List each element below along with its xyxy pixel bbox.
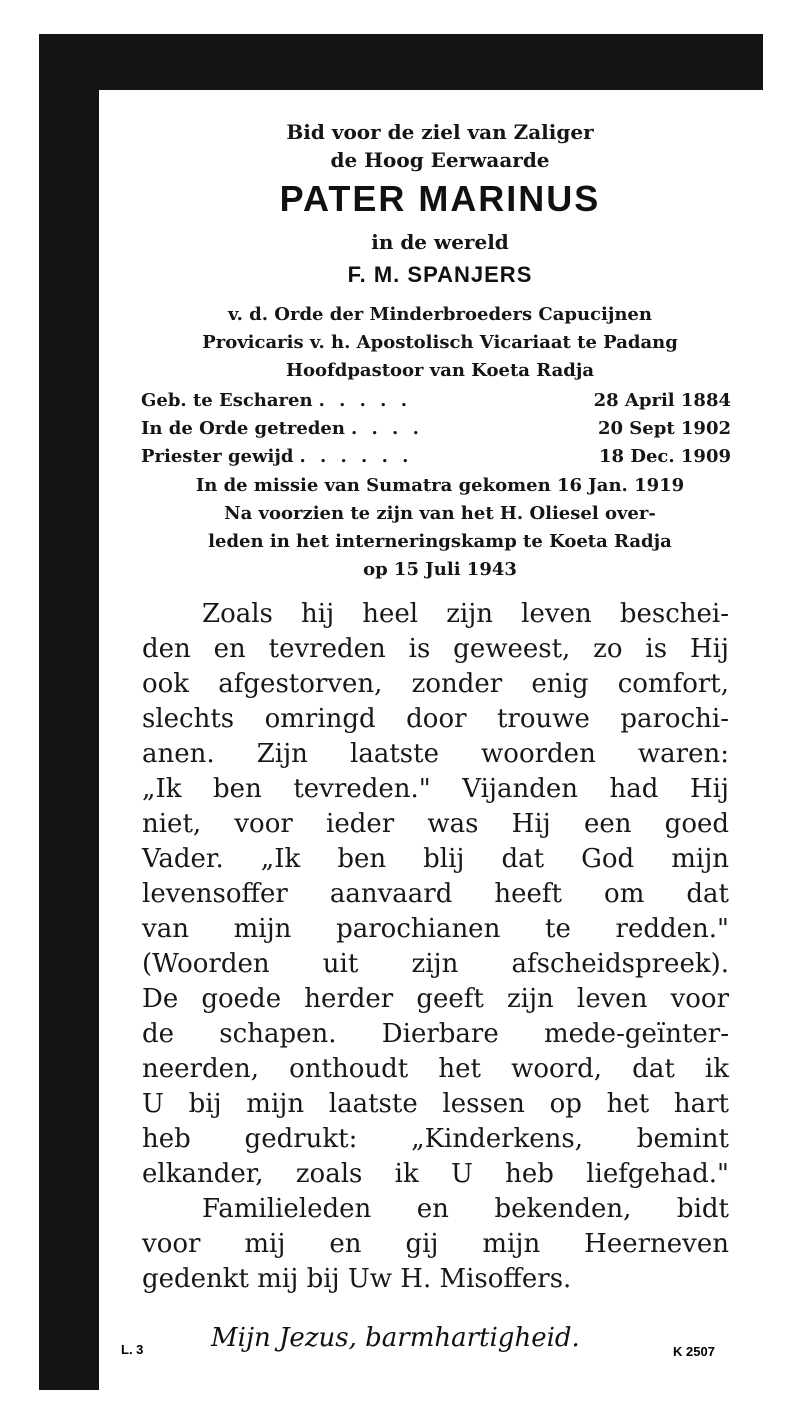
card-content — [99, 90, 781, 1402]
world-label: in de wereld — [371, 230, 509, 254]
deceased-name: PATER MARINUS — [279, 178, 601, 219]
title-line: Hoofdpastoor van Koeta Radja — [285, 360, 595, 381]
printer-mark-right: K 2507 — [673, 1344, 715, 1359]
body-line: den en tevreden is geweest, zo is Hij — [142, 634, 729, 664]
prayer-line: Bid voor de ziel van Zaliger — [286, 120, 594, 144]
printer-mark-left: L. 3 — [121, 1342, 144, 1357]
closing-line: voor mij en gij mijn Heerneven — [142, 1229, 729, 1259]
body-line: levensoffer aanvaard heeft om dat — [142, 879, 729, 909]
body-line: (Woorden uit zijn afscheidspreek). — [142, 949, 729, 979]
event-row — [141, 418, 731, 439]
title-line: v. d. Orde der Minderbroeders Capucijnen — [228, 304, 652, 325]
world-name: F. M. SPANJERS — [347, 262, 533, 287]
motto: Mijn Jezus, barmhartigheid. — [211, 1323, 580, 1353]
closing-line: gedenkt mij bij Uw H. Misoffers. — [142, 1264, 572, 1294]
body-line: heb gedrukt: „Kinderkens, bemint — [142, 1124, 729, 1154]
body-line: slechts omringd door trouwe parochi- — [142, 704, 729, 734]
event-date: 28 April 1884 — [593, 390, 731, 411]
memorial-card — [39, 34, 763, 1390]
body-line: „Ik ben tevreden." Vijanden had Hij — [142, 774, 729, 804]
event-row — [141, 390, 731, 411]
leader-dots: . . . . . — [318, 390, 411, 411]
body-line: anen. Zijn laatste woorden waren: — [142, 739, 729, 769]
body-line: de schapen. Dierbare mede-geïnter- — [142, 1019, 729, 1049]
event-label: Geb. te Escharen — [141, 390, 313, 411]
death-date: op 15 Juli 1943 — [363, 559, 517, 580]
honorific-line: de Hoog Eerwaarde — [330, 148, 550, 172]
title-line: Provicaris v. h. Apostolisch Vicariaat te Padang — [202, 332, 678, 353]
event-date: 20 Sept 1902 — [597, 418, 731, 439]
death-line: Na voorzien te zijn van het H. Oliesel over- — [224, 503, 656, 524]
death-line: leden in het interneringskamp te Koeta Radja — [208, 531, 672, 552]
body-line: van mijn parochianen te redden." — [142, 914, 729, 944]
body-line: neerden, onthoudt het woord, dat ik — [142, 1054, 729, 1084]
event-date: 18 Dec. 1909 — [599, 446, 731, 467]
body-line: ook afgestorven, zonder enig comfort, — [142, 669, 729, 699]
body-line: Vader. „Ik ben blij dat God mijn — [142, 844, 729, 874]
body-line: U bij mijn laatste lessen op het hart — [142, 1089, 729, 1119]
body-line: Zoals hij heel zijn leven beschei- — [202, 599, 729, 629]
body-line: niet, voor ieder was Hij een goed — [142, 809, 729, 839]
closing-line: Familieleden en bekenden, bidt — [202, 1194, 729, 1224]
event-row — [141, 446, 731, 467]
event-label: Priester gewijd — [141, 446, 294, 467]
leader-dots: . . . . — [350, 418, 423, 439]
body-line: elkander, zoals ik U heb liefgehad." — [142, 1159, 729, 1189]
mission-line: In de missie van Sumatra gekomen 16 Jan. 1919 — [195, 475, 685, 496]
event-label: In de Orde getreden — [141, 418, 345, 439]
body-line: De goede herder geeft zijn leven voor — [142, 984, 729, 1014]
leader-dots: . . . . . . — [299, 446, 413, 467]
